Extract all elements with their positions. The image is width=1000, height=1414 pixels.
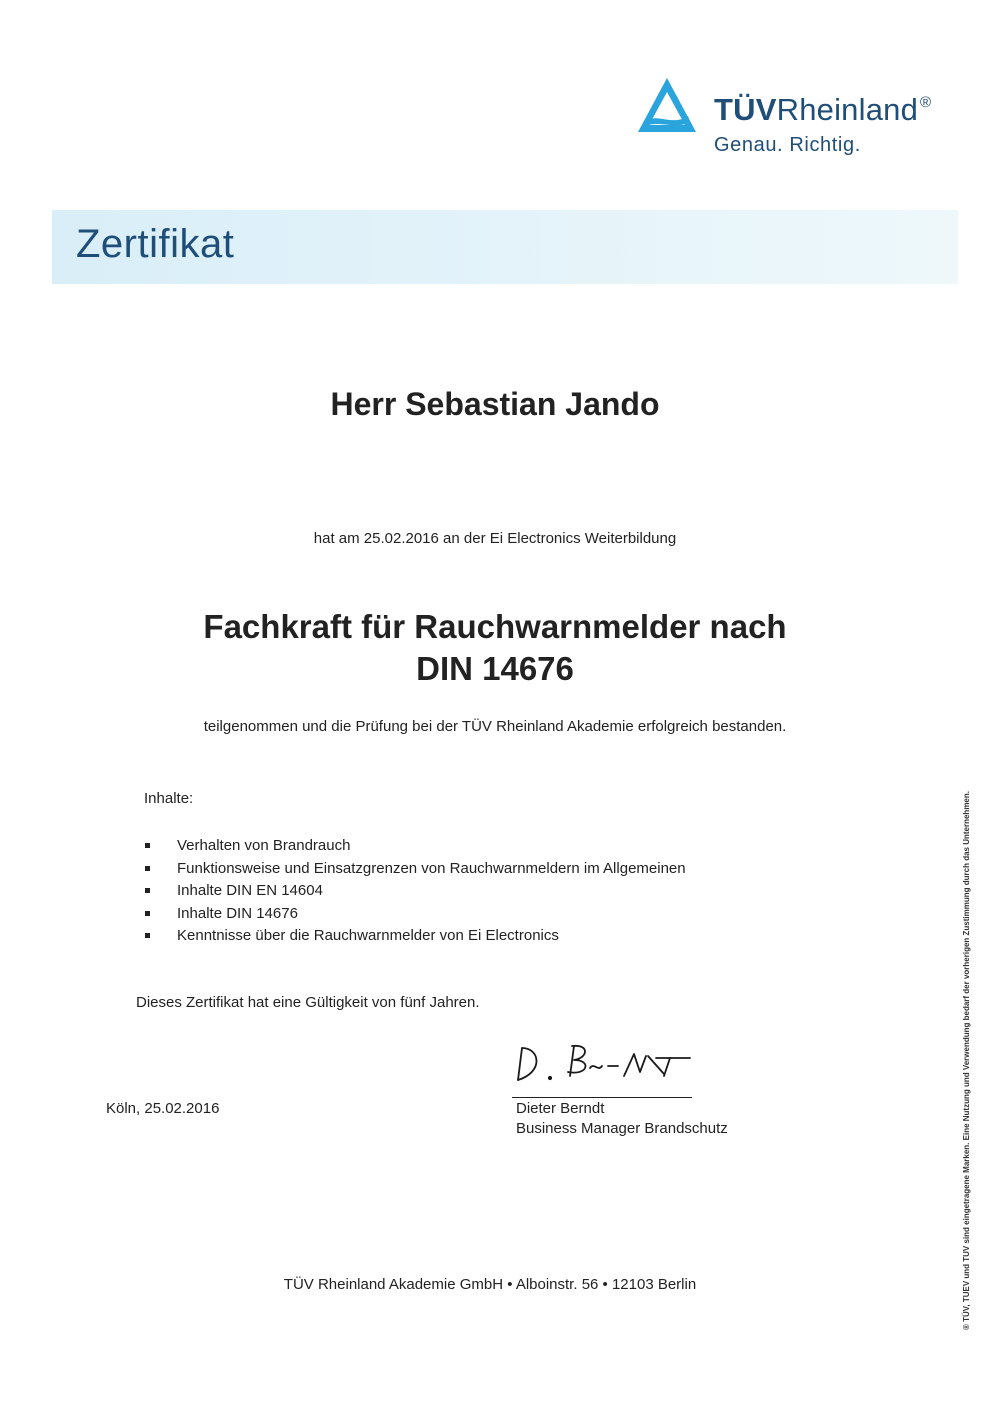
recipient-name: Herr Sebastian Jando — [330, 386, 660, 422]
result-text: teilgenommen und die Prüfung bei der TÜV Rheinland Akademie erfolgreich bestanden. — [203, 718, 787, 735]
contents-list — [144, 835, 686, 948]
page-title: Zertifikat — [76, 222, 235, 266]
brand-name — [714, 92, 931, 128]
course-title-line2: DIN 14676 — [416, 650, 574, 687]
place-date: Köln, 25.02.2016 — [106, 1100, 220, 1117]
handwritten-signature — [514, 1036, 694, 1086]
list-item: Kenntnisse über die Rauchwarnmelder von Ei Electronics — [144, 925, 686, 948]
list-item: Funktionsweise und Einsatzgrenzen von Rauchwarnmeldern im Allgemeinen — [144, 858, 686, 881]
footer-address: TÜV Rheinland Akademie GmbH • Alboinstr. 56 • 12103 Berlin — [283, 1276, 697, 1293]
course-title-line1: Fachkraft für Rauchwarnmelder nach — [203, 608, 787, 645]
brand-tagline: Genau. Richtig. — [714, 134, 861, 156]
course-title — [0, 606, 990, 690]
contents-label: Inhalte: — [144, 790, 194, 807]
brand-name-bold: TÜV — [714, 92, 777, 127]
list-item: Inhalte DIN EN 14604 — [144, 880, 686, 903]
tuv-triangle-logo-icon — [636, 76, 698, 134]
intro-text: hat am 25.02.2016 an der Ei Electronics Weiterbildung — [313, 530, 677, 547]
registered-mark: ® — [920, 94, 932, 111]
brand-name-regular: Rheinland — [776, 92, 919, 127]
legal-notice: ® TÜV, TUEV und TUV sind eingetragene Marken. Eine Nutzung und Verwendung bedarf der vorherigen Zustimmung durch das Unternehmen. — [962, 791, 971, 1330]
list-item: Verhalten von Brandrauch — [144, 835, 686, 858]
list-item: Inhalte DIN 14676 — [144, 903, 686, 926]
signer-name: Dieter Berndt — [516, 1100, 605, 1117]
signer-title: Business Manager Brandschutz — [516, 1120, 728, 1137]
signature-line — [512, 1097, 692, 1098]
validity-text: Dieses Zertifikat hat eine Gültigkeit von fünf Jahren. — [136, 994, 480, 1011]
